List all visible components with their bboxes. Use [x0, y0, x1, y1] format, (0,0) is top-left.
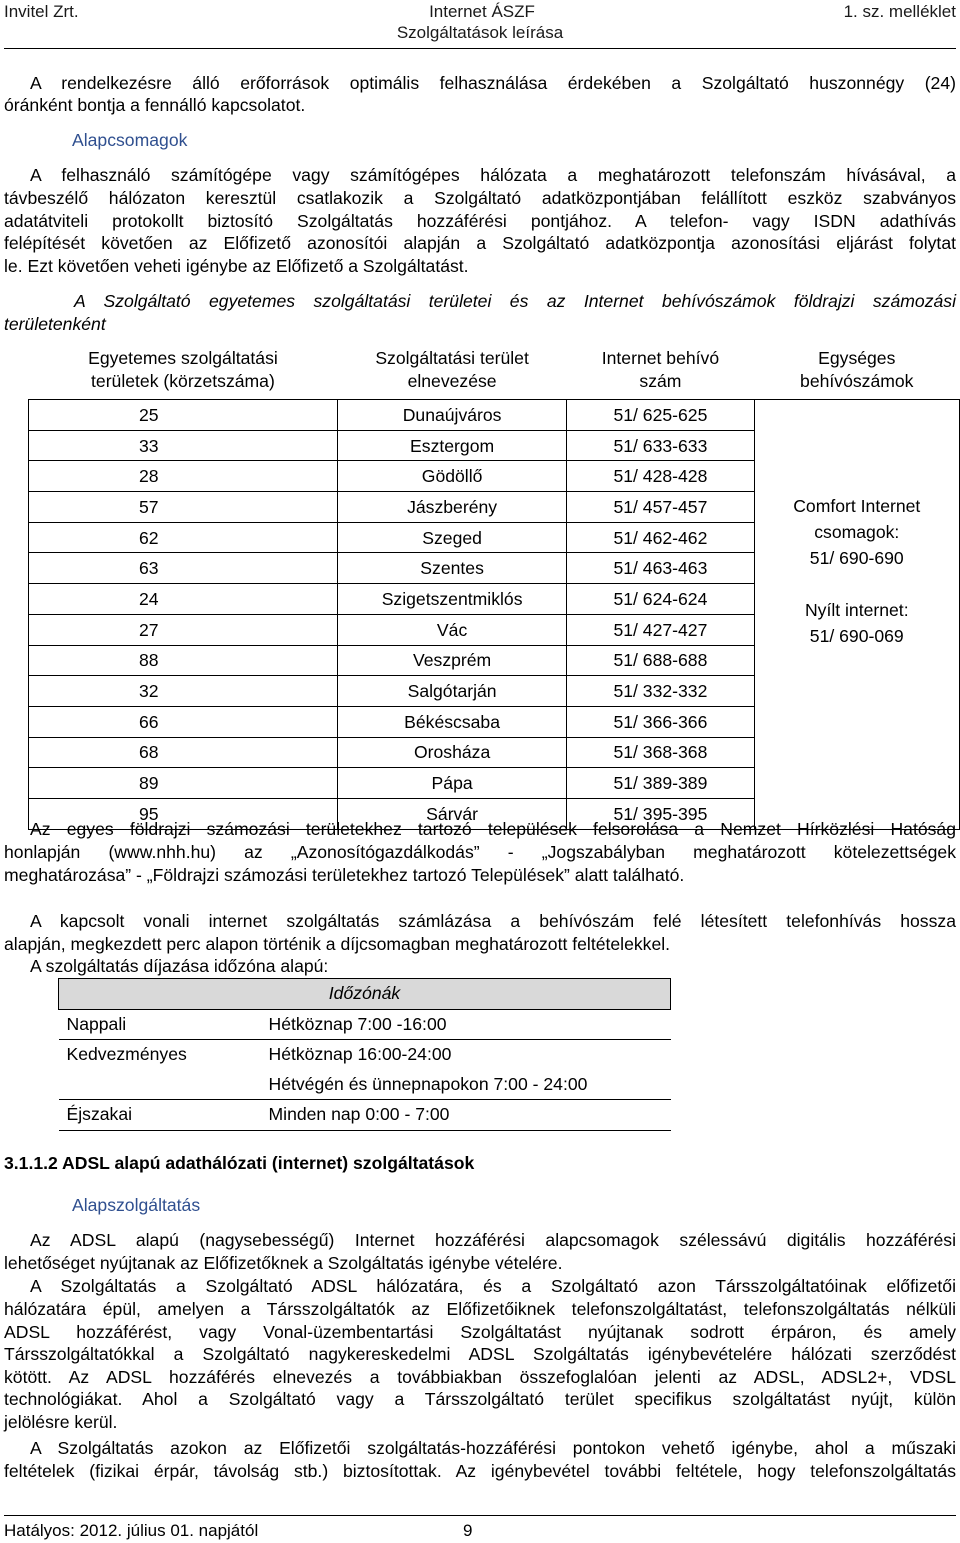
- area-name: Szigetszentmiklós: [337, 584, 566, 615]
- section-heading-adsl: 3.1.1.2 ADSL alapú adathálózati (internet) szolgáltatások: [4, 1153, 475, 1173]
- area-code: 24: [29, 584, 338, 615]
- intro-paragraph-cont: [4, 94, 956, 117]
- zone-label: [59, 1070, 261, 1100]
- text-line: A rendelkezésre álló erőforrások optimális felhasználása érdekében a Szolgáltató huszonnégy (24): [30, 73, 956, 93]
- text-line: A Szolgáltatás a Szolgáltató ADSL hálózatára, és a Szolgáltató azon Társszolgáltatóinak előfizetői: [30, 1276, 956, 1296]
- timezone-header: Időzónák: [59, 979, 671, 1010]
- text-line: kötött. Az ADSL hozzáférés elnevezés a továbbiakban összefoglalóan jelenti az ADSL, ADSL2+, VDSL: [4, 1366, 956, 1387]
- dialin-number: 51/ 624-624: [567, 584, 754, 615]
- area-code: 32: [29, 676, 338, 707]
- area-code: 25: [29, 400, 338, 431]
- header-annex: 1. sz. melléklet: [843, 2, 956, 21]
- text-line: alapján, megkezdett perc alapon történik a díjcsomagban meghatározott feltételekkel.: [4, 934, 671, 954]
- text-line: A kapcsolt vonali internet szolgáltatás számlázása a behívószám felé létesített telefonhívás hossza: [30, 911, 956, 931]
- unified-numbers-cell: [754, 400, 959, 830]
- area-name: Vác: [337, 614, 566, 645]
- area-name: Szentes: [337, 553, 566, 584]
- table-caption: [74, 290, 956, 313]
- area-code: 68: [29, 737, 338, 768]
- dialin-number: 51/ 633-633: [567, 430, 754, 461]
- alapcsomagok-paragraph-cont: [4, 187, 956, 277]
- open-internet-number: 51/ 690-069: [809, 626, 904, 647]
- column-header: Egyetemes szolgáltatási területek (körzetszáma): [88, 348, 278, 391]
- table-header-row: [29, 343, 960, 400]
- text-line: le. Ezt követően veheti igénybe az Előfizető a Szolgáltatást.: [4, 255, 469, 276]
- text-line: jelölésre kerül.: [4, 1411, 118, 1432]
- text-line: területenként: [4, 314, 106, 334]
- text-line: Társszolgáltatókkal a Szolgáltató nagykereskedelmi ADSL Szolgáltatás igénybevételére hálózati szerződést: [4, 1344, 956, 1364]
- text-line: A Szolgáltatás azokon az Előfizetői szolgáltatás-hozzáférési pontokon vehető igénybe, ahol a műszaki: [30, 1438, 956, 1458]
- text-line: meghatározása” - „Földrajzi számozási területekhez tartozó Települések” alatt található.: [4, 864, 685, 885]
- comfort-label: Comfort Internet csomagok:: [793, 496, 921, 543]
- column-header: Szolgáltatási terület elnevezése: [375, 348, 529, 391]
- adsl-paragraph-1-cont: [4, 1252, 956, 1275]
- adsl-paragraph-2-cont: [4, 1298, 956, 1433]
- text-line: távbeszélő hálózaton keresztül csatlakozik a Szolgáltató adatközpontjában felállított eszköz szabványos: [4, 188, 956, 208]
- zone-label: Kedvezményes: [66, 1044, 187, 1065]
- area-code: 33: [29, 430, 338, 461]
- area-name: Pápa: [337, 768, 566, 799]
- area-code: 63: [29, 553, 338, 584]
- table-header-row: [59, 979, 671, 1010]
- billing-paragraph: [30, 910, 956, 933]
- area-name: Szeged: [337, 522, 566, 553]
- area-name: Sárvár: [337, 798, 566, 829]
- dialin-number: 51/ 395-395: [567, 798, 754, 829]
- subheading-alapszolgaltatas: Alapszolgáltatás: [72, 1195, 201, 1215]
- open-internet-label: Nyílt internet:: [804, 600, 909, 621]
- table-caption-cont: [4, 313, 956, 336]
- area-name: Gödöllő: [337, 461, 566, 492]
- footer-rule: [4, 1515, 956, 1516]
- section-title-alapcsomagok: Alapcsomagok: [72, 130, 188, 150]
- comfort-number: 51/ 690-690: [809, 548, 904, 569]
- table-row: [59, 1100, 671, 1131]
- area-code-table: [28, 343, 960, 830]
- text-line: felépítését követően az Előfizető azonosítói alapján a Szolgáltató adatközpontja azonosítási eljárást folytat: [4, 233, 956, 253]
- adsl-paragraph-1: [30, 1229, 956, 1252]
- text-line: A felhasználó számítógépe vagy számítógépes hálózata a meghatározott telefonszám hívásával, a: [30, 165, 956, 185]
- table-row: [59, 1070, 671, 1100]
- column-header: Egységes behívószámok: [800, 348, 914, 391]
- text-line: ADSL hozzáférést, vagy Vonal-üzembentartási Szolgáltatást nyújtanak sodrott érpáron, és amely: [4, 1321, 956, 1342]
- alapcsomagok-paragraph: [30, 164, 956, 187]
- dialin-number: 51/ 428-428: [567, 461, 754, 492]
- adsl-paragraph-2: [30, 1275, 956, 1298]
- zone-value: Minden nap 0:00 - 7:00: [268, 1104, 450, 1125]
- adsl-paragraph-3-cont: [4, 1460, 956, 1483]
- footer-effective-date: Hatályos: 2012. július 01. napjától: [4, 1521, 259, 1540]
- area-name: Békéscsaba: [337, 706, 566, 737]
- text-line: óránként bontja a fennálló kapcsolatot.: [4, 95, 306, 115]
- timezone-intro: A szolgáltatás díjazása időzóna alapú:: [30, 956, 329, 976]
- text-line: Az ADSL alapú (nagysebességű) Internet hozzáférési alapcsomagok szélessávú digitális hozzáférési: [30, 1230, 956, 1250]
- zone-value: Hétköznap 7:00 -16:00: [268, 1013, 447, 1034]
- area-name: Orosháza: [337, 737, 566, 768]
- area-code: 66: [29, 706, 338, 737]
- area-code: 88: [29, 645, 338, 676]
- dialin-number: 51/ 688-688: [567, 645, 754, 676]
- zone-value: Hétvégén és ünnepnapokon 7:00 - 24:00: [268, 1073, 588, 1094]
- area-code: 62: [29, 522, 338, 553]
- dialin-number: 51/ 389-389: [567, 768, 754, 799]
- zone-value: Hétköznap 16:00-24:00: [268, 1044, 452, 1065]
- timezone-table: [58, 978, 671, 1131]
- text-line: lehetőséget nyújtanak az Előfizetőknek a Szolgáltatás igénybe vételére.: [4, 1253, 563, 1273]
- zone-label: Éjszakai: [66, 1104, 133, 1125]
- area-name: Salgótarján: [337, 676, 566, 707]
- nhh-paragraph: [30, 818, 956, 841]
- dialin-number: 51/ 366-366: [567, 706, 754, 737]
- table-row: [59, 1009, 671, 1040]
- billing-paragraph-cont: [4, 933, 956, 956]
- text-line: A Szolgáltató egyetemes szolgáltatási területei és az Internet behívószámok földrajzi számozási: [74, 291, 956, 311]
- text-line: honlapján (www.nhh.hu) az „Azonosítógazdálkodás” - „Jogszabályban meghatározott kötelezettségek: [4, 842, 956, 862]
- intro-paragraph: [30, 72, 956, 95]
- area-name: Esztergom: [337, 430, 566, 461]
- text-line: adatátviteli protokollt biztosító Szolgáltatás hozzáférési pontjához. A telefon- vagy ISDN adathívás: [4, 210, 956, 231]
- dialin-number: 51/ 368-368: [567, 737, 754, 768]
- area-name: Veszprém: [337, 645, 566, 676]
- page-number: 9: [463, 1521, 473, 1540]
- dialin-number: 51/ 427-427: [567, 614, 754, 645]
- table-row: [59, 1040, 671, 1070]
- dialin-number: 51/ 625-625: [567, 400, 754, 431]
- dialin-number: 51/ 332-332: [567, 676, 754, 707]
- header-company: Invitel Zrt.: [4, 2, 79, 21]
- text-line: Az egyes földrajzi számozási területekhez tartozó települések felsorolása a Nemzet Hírközlési Hatóság: [30, 819, 956, 839]
- table-row: [29, 400, 960, 431]
- dialin-number: 51/ 457-457: [567, 492, 754, 523]
- dialin-number: 51/ 463-463: [567, 553, 754, 584]
- text-line: feltételek (fizikai érpár, távolság stb.) biztosítottak. Az igénybevétel további feltétele, hogy telefonszolgáltatás: [4, 1461, 956, 1481]
- area-name: Jászberény: [337, 492, 566, 523]
- area-code: 57: [29, 492, 338, 523]
- area-code: 28: [29, 461, 338, 492]
- area-name: Dunaújváros: [337, 400, 566, 431]
- area-code: 27: [29, 614, 338, 645]
- zone-label: Nappali: [66, 1013, 127, 1034]
- area-code: 95: [29, 798, 338, 829]
- adsl-paragraph-3: [30, 1437, 956, 1460]
- dialin-number: 51/ 462-462: [567, 522, 754, 553]
- text-line: hálózatára épül, amelyen a Társszolgáltatók az Előfizetőiknek telefonszolgáltatást, telefonszolgáltatás nélküli: [4, 1299, 956, 1319]
- text-line: technológiákat. Ahol a Szolgáltató vagy a Társszolgáltató terület specifikus szolgáltatást nyújt, külön: [4, 1389, 956, 1409]
- area-code: 89: [29, 768, 338, 799]
- header-title: Internet ÁSZF: [429, 2, 535, 21]
- header-rule: [4, 48, 956, 49]
- header-subtitle: Szolgáltatások leírása: [396, 23, 564, 42]
- nhh-paragraph-cont: [4, 841, 956, 886]
- column-header: Internet behívó szám: [601, 348, 720, 391]
